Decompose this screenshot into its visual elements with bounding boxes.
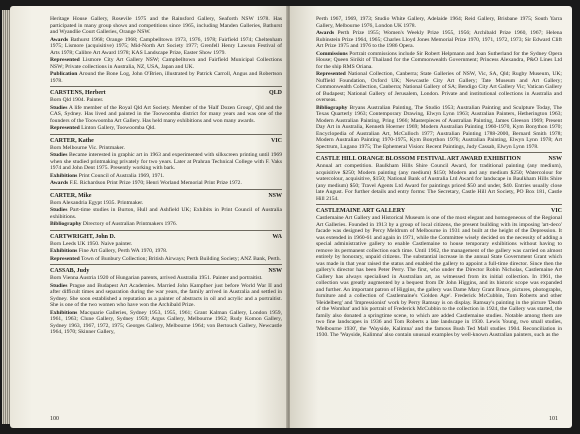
field-text: Macquarie Galleries, Sydney 1953, 1955, 1961; Grant Kalman Gallery, London 1959, 1961, 1963; Clune Gallery, Sydney 1959; Argus Gallery, Melbourne 1962; Rudy Komon Gallery, Sydney 1963, 1967, 1972, 1975; Georges Gallery, Melbourne 1964; von Bertouch Gallery, Newcastle 1964, 1970; Skinner Gallery,: [50, 309, 282, 335]
entry-paragraph: [316, 71, 562, 104]
left-page: [10, 6, 288, 428]
field-text: Prague and Budapest Art Academies. Married John Kampfner just before World War II and after difficult times and separation during the war years, the family arrived in Australia and settled in Sydney. She soon established a reputation as a painter of abstracts in oil and acrylic and a portraitist. She is one of the two women who have won the Archibald Prize.: [50, 282, 282, 308]
field-text: Born Melbourne Vic. Printmaker.: [50, 144, 125, 151]
field-label: Represented: [316, 71, 346, 77]
entry-paragraph: [50, 16, 282, 36]
entry-paragraph: [316, 16, 562, 29]
entry-paragraph: [316, 30, 562, 50]
entry-name: CASSAB, Judy: [50, 268, 90, 274]
field-text: Castlemaine Art Gallery and Historical Museum is one of the most elegant and homogeneous of the Regional Art Galleries. Founded in 1913 by a group of local citizens, the present building with its imposing 'art-deco' facade was designed by Percy Meldrum of Melbourne in 1931 and built at the height of the Depression. It was extended in 1960-61 and again in 1971, while the Committee wisely decided on the necessity of adding a special administrative gallery to enable Castlemaine to house temporary exhibitions without having to remove its permanent collection each time. Until 1962, the management of the gallery was carried on almost entirely by honorary, unpaid citizens. The substantial increase in the annual State Government Grant which was made in that year raised the status and enabled the gallery to appoint a full-time director. Since then the gallery's director has been Peter Perry. The first, who under the Director Robin Nicholas, Castlemaine Art Gallery has always specialised in Australian art, as witnessed from its initial collection. In 1961, the collection was greatly augmented by a bequest from Dr John Higgins, and its historic scope was expanded and further. An important patron of Higgins, the gallery was Dame Mary Grant Bruce, pictures, photographs, furniture and a collection of Castlemaine's 'Golden Age'. Frederick McCubbin, Tom Roberts and other 'Heidelberg' and 'Impressionist' work by Perry Ramsay is on display. Ramsay's painting in the picture 'Death of the Wombat' and his portrait of Frederick McCubbin to the collection in 1924, the Gallery was started, the family also donated a springtime scene, to which are added Castlemaine studies. Notable among them are two fine landscapes in 1936 and Tom Roberts a late landscape in 1930. Lewis Young, two small studies, 'Melbourne 1930', the 'Wayside, Kalimna' and the famous Bush Ted Mall studies 1904. Reconciliation in 1930. The 'Wayside, Kalimna' also contain unusual examples by well-known Australian painters, such as the: [316, 215, 562, 338]
entry-heading: [316, 208, 562, 215]
field-text: Perth 1967, 1969, 1973; Studio White Gallery, Adelaide 1964; Reid Gallery, Brisbane 1975; South Yarra Gallery, Melbourne 1976, London UK 1978.: [316, 16, 562, 29]
entry-paragraph: [50, 207, 282, 220]
entry-paragraph: [50, 310, 282, 336]
entry-name: CASTLEMAINE ART GALLERY: [316, 208, 406, 214]
field-text: Portrait commissions include Sir Robert Helpmann and Joan Sutherland for the Sydney Opera House; Queen Sirikit of Thailand for the Commonwealth Government; Princess Alexandra, P&O Lines Ltd for the ship RMS Oriana.: [316, 50, 562, 70]
field-label: Commissions: [316, 50, 348, 57]
field-text: Directory of Australian Printmakers 1976.: [82, 221, 178, 227]
field-text: Became interested in graphic art in 1963 and experimented with silkscreen printing until 1969 when she studied printmaking privately for two years. Later at Prahran Technical College with F. Vaks 1974 and John Dent 1975. Presently working with bark.: [50, 152, 282, 171]
entry-paragraph: [50, 200, 282, 207]
field-label: Awards: [316, 30, 335, 36]
field-text: Annual art competition. Baulkham Hills Shire Council Award, for traditional painting (any medium), acquisitive $250; Modern painting (any medium) $150; Modern and any medium $250; Watercolour for watercolour, acquisitive, $150; National Bank of Australia Ltd Award for landscape in Baulkham Hills Shire (any medium) $50; Travel Agents Ltd Award for paintings priced $50 and under, $40. Entries usually close late August. For further details and entry forms: The Secretary, Castle Hill Art Society, PO Box 181, Castle Hill 2154.: [316, 163, 562, 202]
entry-paragraph: [316, 51, 562, 71]
field-text: A life member of the Royal Qld Art Society. Member of the 'Half Dozen Group', Qld and the CAS, Sydney. Has lived and painted in the Toowoomba district for many years and was one of the founders of the Toowoomba Art Gallery. Has held many exhibitions and won many awards.: [50, 104, 282, 124]
field-text: Bryans Australian Painting, The Studio 1953; Australian Painting and Sculpture Today, The Texas Quarterly 1963; Contemporary Drawing, Elwyn Lynn 1963; Australian Painters, Hetherington 1963; Modern Australian Painting, Pring 1966; Masterpieces of Australian Painting, James Gleeson 1969; Present Day Art in Australia, Kenneth Hoerner 1969; Modern Australian Painting 1960-1970, Kym Bonython 1970; Encyclopedia of Australian Art, McCulloch 1977; Australian Painting 1788-2000, Bernard Smith 1978; Modern Australian Painting 1970-1975, Kym Bonython 1976; Australian Painting, Elwyn Lynn 1978; Art Spectrum, Lugano 1975; The Ephemeral Vision: Recent Paintings, Judy Cassab, Elwyn Lynn 1978.: [316, 104, 562, 150]
field-label: Exhibitions: [50, 309, 78, 316]
right-page-column: [316, 16, 562, 408]
field-text: Around the Bone Log, John O'Brien, illustrated by Patrick Carroll, Angus and Robertson 1978.: [50, 71, 282, 84]
field-label: Awards: [50, 36, 69, 43]
field-label: Studies: [50, 207, 68, 213]
directory-entry: [316, 204, 562, 339]
entry-state: VIC: [270, 137, 282, 144]
field-label: Bibliography: [316, 104, 348, 111]
field-text: F.E. Richardson Print Prize 1970; Henri Worland Memorial Print Prize 1972.: [69, 180, 242, 186]
entry-paragraph: [316, 163, 562, 202]
entry-paragraph: [50, 180, 282, 187]
field-label: Represented: [50, 255, 80, 262]
directory-entry: [50, 86, 282, 132]
field-text: Perth Prize 1955; Women's Weekly Prize 1955, 1956; Archibald Prize 1960, 1967; Helena Rubinstein Prize 1964, 1965; Charles Lloyd Jones Memorial Prize 1970, 1971, 1972, 1973; Sir Edward Clift Art Prize 1975 and 1976 to the 1986 Opera.: [316, 30, 562, 49]
field-label: Bibliography: [50, 221, 82, 227]
directory-entry: [50, 134, 282, 187]
directory-entry: [50, 264, 282, 336]
field-label: Represented: [50, 57, 80, 63]
field-text: Bathurst 1968; Orange 1968; Campbelltown 1973, 1976, 1978; Fairfield 1974; Cheltenham 1975; Lismore (acquisitive) 1975; Mid-North Art Society 1977; Grenfell Henry Lawson Festival of Arts 1978; Calibre Art Award 1978; KAS Landscape Prize, Easter Show 1979.: [50, 36, 282, 56]
entry-paragraph: [50, 173, 282, 180]
field-text: Heritage House Gallery, Rosevile 1975 and the Rainsford Gallery, Seaforth NSW 1978. Has participated in many group shows and competitions since 1965, including Manden Galleries, Bathurst and Wyandlie Court Galleries, Orange NSW.: [50, 16, 282, 35]
left-page-column: [50, 16, 282, 408]
entry-heading: [50, 234, 282, 241]
entry-heading: [50, 268, 282, 275]
field-text: Fine Art Gallery, Perth WA 1970, 1978.: [78, 248, 168, 254]
field-text: Linton Gallery, Toowoomba Qld.: [81, 125, 156, 131]
entry-paragraph: [50, 145, 282, 152]
entry-paragraph: [50, 71, 282, 84]
field-text: Born Leeds UK 1950. Naive painter.: [50, 240, 133, 247]
field-text: Part-time studies in Burton, Hull and Ashfield UK; Exhibits in Print Council of Australia exhibitions.: [50, 207, 282, 220]
field-label: Studies: [50, 104, 68, 111]
field-text: Born Vienna Austria 1920 of Hungarian parents, arrived Australia 1951. Painter and portraitist.: [50, 275, 263, 281]
entry-paragraph: [50, 97, 282, 104]
entry-name: CARSTENS, Herbert: [50, 90, 106, 96]
entry-heading: [50, 138, 282, 145]
directory-entry: [50, 230, 282, 263]
entry-heading: [50, 193, 282, 200]
entry-paragraph: [50, 152, 282, 172]
entry-name: CARTER, Kathe: [50, 137, 94, 144]
field-label: Publication: [50, 71, 78, 77]
entry-state: NSW: [268, 192, 282, 199]
right-page-number: 101: [549, 416, 558, 422]
field-label: Studies: [50, 152, 68, 158]
entry-paragraph: [50, 37, 282, 57]
entry-paragraph: [316, 105, 562, 151]
entry-name: CASTLE HILL ORANGE BLOSSOM FESTIVAL ART AWARD EXHIBITION: [316, 156, 521, 162]
entry-paragraph: [50, 125, 282, 132]
entry-name: CARTER, Mike: [50, 192, 92, 199]
entry-paragraph: [50, 105, 282, 125]
field-text: Born Qld 1904. Painter.: [50, 97, 104, 103]
entry-paragraph: [50, 248, 282, 255]
entry-paragraph: [50, 283, 282, 309]
entry-paragraph: [316, 215, 562, 339]
directory-entry: [316, 152, 562, 202]
field-text: Born Alexandria Egypt 1935. Printmaker.: [50, 199, 144, 206]
directory-entry: [50, 189, 282, 228]
entry-state: NSW: [268, 268, 282, 274]
field-text: National Collection, Canberra; State Galleries of NSW, Vic, SA, Qld; Rugby Museum, UK; Nuffield Foundation, Oxford UK; Newcastle City Art Gallery; Tate Museum and Art Gallery; Commonwealth Collection, Canberra; National Gallery of SA; Bendigo City Art Gallery Vic; Vatican Gallery of Budapest; National Gallery of Jerusalem, London. Private and institutional collections in Australia and overseas.: [316, 71, 562, 103]
entry-state: VIC: [550, 208, 562, 214]
entry-paragraph: [50, 256, 282, 263]
entry-paragraph: [50, 241, 282, 248]
entry-name: CARTWRIGHT, John D.: [50, 233, 116, 240]
entry-state: QLD: [268, 90, 282, 96]
field-label: Awards: [50, 180, 69, 186]
field-label: Exhibitions: [50, 172, 78, 179]
field-text: Lismore City Art Gallery NSW; Campbelltown and Fairfield Municipal Collections NSW; Private collections in Australia, NZ, USA, Japan and UK.: [50, 57, 282, 70]
entry-heading: [316, 156, 562, 163]
entry-state: NSW: [548, 156, 562, 162]
entry-state: WA: [272, 233, 282, 240]
right-page: [290, 6, 572, 428]
field-text: Town of Bunbury Collection; British Airways; Perth Building Society; ANZ Bank, Perth.: [81, 255, 281, 262]
entry-heading: [50, 90, 282, 97]
left-page-number: 100: [50, 416, 59, 422]
field-label: Represented: [50, 125, 80, 131]
field-text: Print Council of Australia 1969, 1971.: [78, 172, 165, 179]
entry-paragraph: [50, 275, 282, 282]
field-label: Studies: [50, 282, 68, 289]
entry-paragraph: [50, 221, 282, 228]
field-label: Exhibitions: [50, 248, 78, 254]
entry-paragraph: [50, 57, 282, 70]
